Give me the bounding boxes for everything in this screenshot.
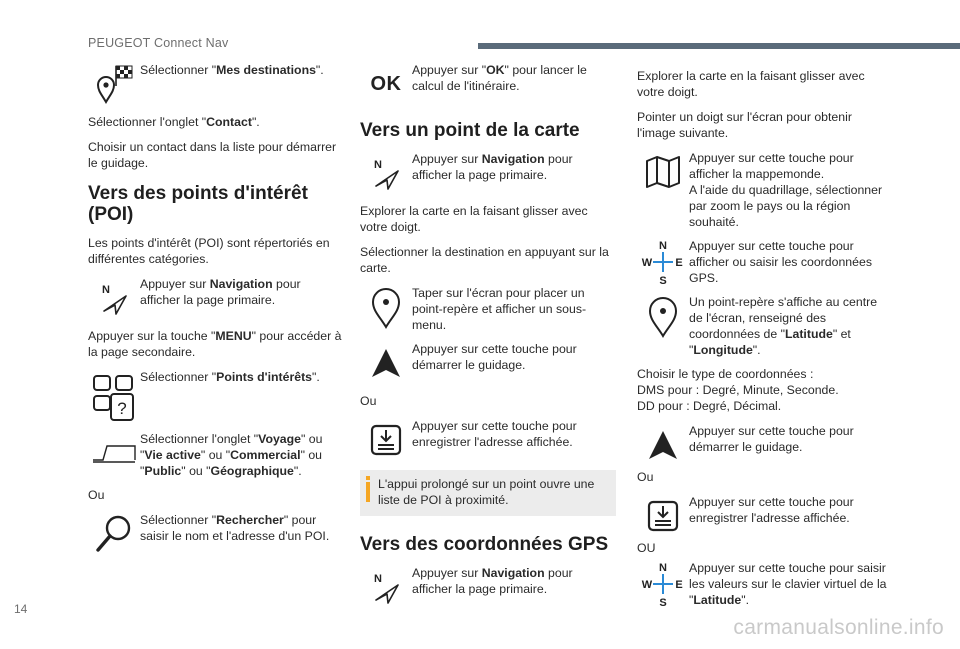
instruction-text: Appuyer sur "OK" pour lancer le calcul de l'itinéraire. <box>412 63 587 93</box>
destination-flag-icon <box>88 62 140 106</box>
row-navigation <box>88 276 344 320</box>
world-map-icon <box>637 150 689 194</box>
instruction-text: Explorer la carte en la faisant glisser avec votre doigt. <box>637 69 865 99</box>
section-heading-poi: Vers des points d'intérêt (POI) <box>88 183 308 225</box>
row-guidage <box>360 341 616 385</box>
row-enregistrer <box>637 494 887 538</box>
instruction-text: Ou <box>360 394 377 408</box>
column-1 <box>88 62 344 564</box>
instruction-text: Appuyer sur cette touche pour démarrer le guidage. <box>412 342 577 372</box>
svg-text:E: E <box>675 257 683 269</box>
instruction-text: Appuyer sur la touche "MENU" pour accéder à la page secondaire. <box>88 329 342 359</box>
instruction-text: Ou <box>88 488 105 502</box>
section-heading-gps: Vers des coordonnées GPS <box>360 534 609 555</box>
svg-text:N: N <box>659 562 667 574</box>
info-note <box>360 470 616 516</box>
instruction-text: Pointer un doigt sur l'écran pour obtenir l'image suivante. <box>637 110 852 140</box>
watermark: carmanualsonline.info <box>733 616 944 639</box>
navigation-icon <box>88 276 140 320</box>
instruction-text: Appuyer sur cette touche pour enregistrer l'adresse affichée. <box>689 495 854 525</box>
ok-icon: OK <box>370 72 402 95</box>
instruction-text: Appuyer sur cette touche pour afficher la mappemonde. A l'aide du quadrillage, sélectionner par zoom le pays ou la région souhaité. <box>689 151 883 229</box>
instruction-text: Appuyer sur cette touche pour saisir les valeurs sur le clavier virtuel de la "Latitude". <box>689 561 887 607</box>
note-text: L'appui prolongé sur un point ouvre une liste de POI à proximité. <box>378 477 595 507</box>
svg-text:N: N <box>374 573 382 585</box>
instruction-text: Choisir un contact dans la liste pour démarrer le guidage. <box>88 140 337 170</box>
save-address-icon <box>360 418 412 462</box>
instruction-text: Appuyer sur Navigation pour afficher la page primaire. <box>412 566 573 596</box>
row-mes-destinations <box>88 62 344 106</box>
instruction-text: Sélectionner la destination en appuyant sur la carte. <box>360 245 609 275</box>
row-navigation <box>360 565 616 609</box>
section-heading-map: Vers un point de la carte <box>360 120 580 141</box>
svg-text:?: ? <box>117 399 127 418</box>
row-guidage <box>637 423 887 467</box>
row-navigation <box>360 151 616 195</box>
instruction-text: Ou <box>637 470 654 484</box>
start-guidance-icon <box>637 423 689 467</box>
svg-text:N: N <box>374 159 382 171</box>
instruction-text: Les points d'intérêt (POI) sont répertoriés en différentes catégories. <box>88 236 330 266</box>
instruction-text: Sélectionner l'onglet "Voyage" ou "Vie active" ou "Commercial" ou "Public" ou "Géographique". <box>140 432 323 478</box>
info-icon <box>366 476 370 508</box>
location-pin-icon <box>360 285 412 329</box>
row-coordonnees <box>637 238 887 286</box>
row-rechercher <box>88 512 344 556</box>
gps-compass-icon <box>637 560 689 608</box>
navigation-icon <box>360 151 412 195</box>
poi-category-icon <box>88 369 140 423</box>
svg-text:E: E <box>675 579 683 591</box>
search-icon <box>88 512 140 556</box>
row-ok <box>360 62 616 106</box>
svg-text:N: N <box>659 240 667 252</box>
svg-text:N: N <box>102 284 110 296</box>
svg-text:W: W <box>641 257 653 269</box>
instruction-text: Appuyer sur Navigation pour afficher la page primaire. <box>140 277 301 307</box>
instruction-text: Explorer la carte en la faisant glisser avec votre doigt. <box>360 204 588 234</box>
instruction-text: Appuyer sur cette touche pour afficher ou saisir les coordonnées GPS. <box>689 239 872 285</box>
gps-compass-icon <box>637 238 689 286</box>
instruction-text: Taper sur l'écran pour placer un point-repère et afficher un sous-menu. <box>412 286 587 332</box>
svg-text:S: S <box>659 597 667 608</box>
instruction-text: Sélectionner "Points d'intérêts". <box>140 370 320 384</box>
svg-text:W: W <box>641 579 653 591</box>
row-mappemonde <box>637 150 887 230</box>
instruction-text: Appuyer sur cette touche pour enregistrer l'adresse affichée. <box>412 419 577 449</box>
save-address-icon <box>637 494 689 538</box>
row-points-interets <box>88 369 344 423</box>
row-point-repere <box>360 285 616 333</box>
row-onglets <box>88 431 344 479</box>
column-3 <box>637 62 887 616</box>
row-latitude <box>637 560 887 608</box>
instruction-text: Sélectionner "Mes destinations". <box>140 63 324 77</box>
header-title: PEUGEOT Connect Nav <box>88 36 229 50</box>
instruction-text: Appuyer sur Navigation pour afficher la page primaire. <box>412 152 573 182</box>
row-point-repere <box>637 294 887 358</box>
header-bar <box>478 43 960 49</box>
navigation-icon <box>360 565 412 609</box>
row-enregistrer <box>360 418 616 462</box>
instruction-text: OU <box>637 541 656 555</box>
page-number: 14 <box>14 602 28 616</box>
location-pin-icon <box>637 294 689 338</box>
start-guidance-icon <box>360 341 412 385</box>
column-2 <box>360 62 616 617</box>
instruction-text: Un point-repère s'affiche au centre de l'écran, renseigné des coordonnées de "Latitude" et "Longitude". <box>689 295 878 357</box>
tab-icon <box>88 431 140 475</box>
instruction-text: Choisir le type de coordonnées : DMS pour : Degré, Minute, Seconde. DD pour : Degré, Décimal. <box>637 367 839 413</box>
svg-text:S: S <box>659 275 667 286</box>
instruction-text: Sélectionner l'onglet "Contact". <box>88 115 260 129</box>
instruction-text: Appuyer sur cette touche pour démarrer le guidage. <box>689 424 854 454</box>
instruction-text: Sélectionner "Rechercher" pour saisir le nom et l'adresse d'un POI. <box>140 513 330 543</box>
